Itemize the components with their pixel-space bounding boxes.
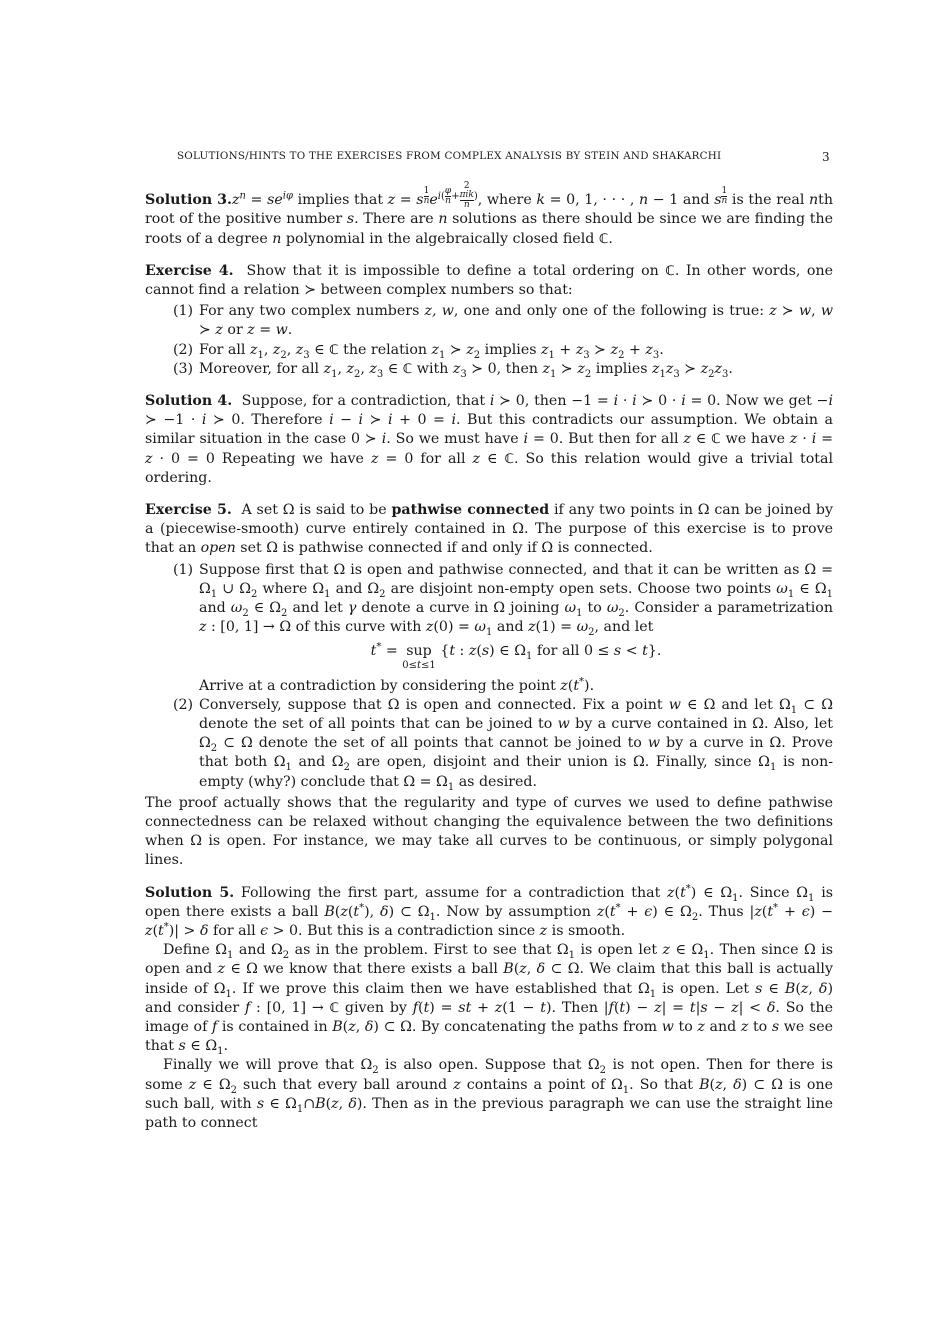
page-number: 3 <box>822 150 830 164</box>
solution-3 <box>145 182 833 249</box>
solution-5-label: Solution 5. <box>145 884 235 901</box>
solution-4 <box>145 392 833 488</box>
pathwise-connected-term: pathwise connected <box>391 502 550 519</box>
solution-5-paragraph-3: Finally we will prove that $\Omega_2$ is also open. Suppose that $\Omega_2$ is not open. Then for there is some z ∈ $\Omega_2$ such that every ball around z contains a point of $\Omega_1$. So that B(z, δ) ⊂ Ω is one such ball, with s ∈ $\Omega_1\cap B(z$, δ). Then as in the previous paragraph we can use the straight line path to connect <box>145 1057 833 1131</box>
solution-4-label: Solution 4. <box>145 393 233 410</box>
solution-3-paragraph: Solution $3.z^n = se^{i\varphi}$ implies that z = s $^{\frac{1}{n}}$ $e^{i( \frac{\varphi}{n} + 2 \pi ik n )}$, where k = 0, 1, · · · , n − 1 and s $^{\frac{1}{n}}$ is the real nth root of the positive number s. There are n solutions as there should be since we are finding the roots of a degree n polynomial in the algebraically closed field ℂ. <box>145 181 833 247</box>
exercise-5-remark: The proof actually shows that the regularity and type of curves we used to define pathwise connectedness can be relaxed without changing the equivalence between the two definitions when Ω is open. For instance, we may take all curves to be continuous, or simply polygonal lines. <box>145 794 833 869</box>
running-head: SOLUTIONS/HINTS TO THE EXERCISES FROM COMPLEX ANALYSIS BY STEIN AND SHAKARCHI <box>177 150 722 162</box>
sup-equation: t* = sup 0≤t≤1 {t : z(s) ∈ $\Omega_1$ for all 0 ≤ s < t}. <box>370 640 662 671</box>
exercise-4 <box>145 262 833 379</box>
list-item: (3) Moreover, for all $z_1$, $z_2$, $z_3$ ∈ ℂ with $z_3$ ≻ 0, then $z_1$ ≻ $z_2$ implies $z_1z_3$ ≻ $z_2z_3$. <box>173 360 733 380</box>
solution-4-paragraph: Solution 4. Suppose, for a contradiction, that i ≻ 0, then −1 = i · i ≻ 0 · i = 0. Now we get −i ≻ −1 · i ≻ 0. Therefore i − i ≻ i + 0 = i. But this contradicts our assumption. We obtain a similar situation in the case 0 ≻ i. So we must have i = 0. But then for all z ∈ ℂ we have z · i = z · 0 = 0 Repeating we have z = 0 for all z ∈ ℂ. So this relation would give a trivial total ordering. <box>145 393 834 486</box>
exercise-5-list <box>145 561 833 792</box>
list-item: (1) For any two complex numbers z, w, one and only one of the following is true: z ≻ w, w ≻ z or z = w. <box>173 303 834 339</box>
exercise-5 <box>145 501 833 870</box>
solution-3-label: Solution 3. <box>145 192 232 209</box>
page-body <box>145 182 833 1146</box>
exercise-4-paragraph: Exercise 4. Show that it is impossible to define a total ordering on ℂ. In other words, one cannot find a relation ≻ between complex numbers so that: <box>145 262 834 299</box>
solution-5-paragraph-1: Solution 5. Following the first part, assume for a contradiction that z(t*) ∈ $\Omega_1$. Since $\Omega_1$ is open there exists a ball B(z(t*), δ) ⊂ $\Omega_1$. Now by assumption z(t* + ϵ) ∈ $\Omega_2$. Thus |z(t* + ϵ) − z(t*)| > δ for all ϵ > 0. But this is a contradiction since z is smooth. <box>145 882 834 939</box>
solution-5 <box>145 884 833 1134</box>
list-item: (2) Conversely, suppose that Ω is open and connected. Fix a point w ∈ Ω and let $\Omega_1$ ⊂ Ω denote the set of all points that can be joined to w by a curve contained in Ω. Also, let $\Omega_2$ ⊂ Ω denote the set of all points that cannot be joined to w by a curve in Ω. Prove that both $\Omega_1$ and $\Omega_2$ are open, disjoint and their union is Ω. Finally, since $\Omega_1$ is non-empty (why?) conclude that $\Omega = \Omega_1$ as desired. <box>173 696 834 793</box>
open-emphasis: open <box>200 540 236 557</box>
exercise-5-paragraph: Exercise 5. A set Ω is said to be pathwise connected if any two points in Ω can be joined by a (piecewise-smooth) curve entirely contained in Ω. The purpose of this exercise is to prove that an open set Ω is pathwise connected if and only if Ω is connected. <box>145 502 833 557</box>
solution-5-paragraph-2: Define $\Omega_1$ and $\Omega_2$ as in the problem. First to see that $\Omega_1$ is open let z ∈ $\Omega_1$. Then since Ω is open and z ∈ Ω we know that there exists a ball B(z, δ ⊂ Ω. We claim that this ball is actually inside of $\Omega_1$. If we prove this claim then we have established that $\Omega_1$ is open. Let s ∈ B(z, δ) and consider f : [0, 1] → ℂ given by f(t) = st + z(1 − t). Then |f(t) − z| = t|s − z| < δ. So the image of f is contained in B(z, δ) ⊂ Ω. By concatenating the paths from w to z and z to s we see that s ∈ $\Omega_1$. <box>145 942 834 1057</box>
exercise-5-label: Exercise 5. <box>145 502 232 519</box>
list-item: (1) Suppose first that Ω is open and pathwise connected, and that it can be written as $\Omega = \Omega_1$ ∪ $\Omega_2$ where $\Omega_1$ and $\Omega_2$ are disjoint non-empty open sets. Choose two points $\omega_1$ ∈ $\Omega_1$ and $\omega_2$ ∈ $\Omega_2$ and let γ denote a curve in Ω joining $\omega_1$ to $\omega_2$. Consider a parametrization z : [0, 1] → Ω of this curve with $z(0) = \omega_1$ and $z(1) = \omega_2$, and let t* = sup 0≤t≤1 {t : z(s) ∈ $\Omega_1$ for all 0 ≤ s < t}. Arrive at a contradiction by considering the point z(t*). <box>173 561 834 694</box>
list-item: (2) For all $z_1$, $z_2$, $z_3$ ∈ ℂ the relation $z_1$ ≻ $z_2$ implies $z_1 + z_3$ ≻ $z_2 + z_3$. <box>173 341 664 361</box>
exercise-4-label: Exercise 4. <box>145 262 234 279</box>
exercise-4-list <box>145 302 833 379</box>
